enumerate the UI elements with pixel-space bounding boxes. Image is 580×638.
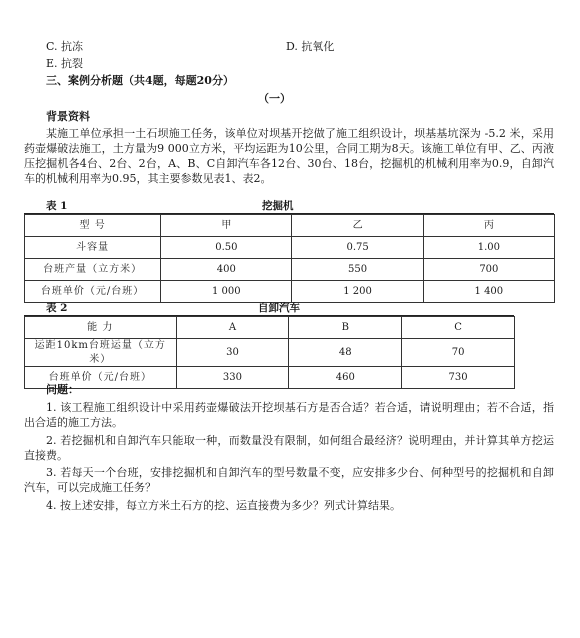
table-header-cell: 型 号 [25, 215, 161, 237]
table-header-cell: C [402, 317, 515, 339]
table-cell: 台班单价（元/台班） [25, 281, 161, 303]
question-3: 3. 若每天一个台班，安排挖掘机和自卸汽车的型号数量不变，应安排多少台、何种型号的挖掘机和自卸汽车，可以完成施工任务？ [24, 466, 554, 495]
table-cell: 330 [176, 367, 289, 389]
question-4: 4. 按上述安排，每立方米土石方的挖、运直接费为多少？列式计算结果。 [46, 499, 401, 513]
table-row [25, 237, 555, 259]
table1-caption-title: 挖掘机 [262, 200, 294, 212]
table-cell: 斗容量 [25, 237, 161, 259]
table2-caption-number: 表 2 [46, 302, 68, 314]
options-row-e [46, 57, 550, 73]
table-header-cell: A [176, 317, 289, 339]
table-cell: 运距10km台班运量（立方米） [25, 339, 177, 367]
table-header-cell: 甲 [161, 215, 292, 237]
table-header-cell: B [289, 317, 402, 339]
table-header-cell: 能 力 [25, 317, 177, 339]
question-2: 2. 若挖掘机和自卸汽车只能取一种，而数量没有限制，如何组合最经济？说明理由，并计算其单方挖运直接费。 [24, 433, 554, 462]
table-cell: 1 200 [292, 281, 423, 303]
table-row [25, 367, 515, 389]
table-cell: 1.00 [423, 237, 554, 259]
table-row [25, 259, 555, 281]
table-cell: 460 [289, 367, 402, 389]
excavator-table [24, 214, 555, 303]
option-c: C. 抗冻 [46, 40, 84, 53]
table-cell: 台班产量（立方米） [25, 259, 161, 281]
questions-heading: 问题： [46, 383, 79, 396]
option-d: D. 抗氧化 [286, 40, 335, 53]
options-row-cd [46, 40, 550, 56]
dump-truck-table [24, 316, 515, 389]
table-cell: 0.50 [161, 237, 292, 259]
background-heading: 背景资料 [46, 110, 90, 123]
table-cell: 730 [402, 367, 515, 389]
question-list [24, 401, 554, 514]
table-cell: 400 [161, 259, 292, 281]
table-header-cell: 丙 [423, 215, 554, 237]
table-cell: 48 [289, 339, 402, 367]
table-cell: 30 [176, 339, 289, 367]
table-row [25, 317, 515, 339]
section-title: 三、案例分析题（共4题，每题20分） [46, 74, 234, 87]
table-cell: 700 [423, 259, 554, 281]
table-header-cell: 乙 [292, 215, 423, 237]
table-cell: 台班单价（元/台班） [25, 367, 177, 389]
table1-caption-number: 表 1 [46, 200, 68, 212]
question-1: 1. 该工程施工组织设计中采用药壶爆破法开挖坝基石方是否合适？若合适，请说明理由；若不合适，指出合适的施工方法。 [24, 401, 554, 429]
table-row [25, 339, 515, 367]
case-number: （一） [258, 92, 291, 105]
table2-caption-title: 自卸汽车 [258, 302, 300, 314]
table-row [25, 281, 555, 303]
background-text [24, 127, 554, 186]
table-cell: 1 400 [423, 281, 554, 303]
table-cell: 70 [402, 339, 515, 367]
table-cell: 1 000 [161, 281, 292, 303]
table-row [25, 215, 555, 237]
option-e: E. 抗裂 [46, 57, 84, 70]
background-paragraph: 某施工单位承担一土石坝施工任务，该单位对坝基开挖做了施工组织设计，坝基基坑深为 -5.2 米，采用药壶爆破法施工，土方量为9 000立方米，平均运距为10公里，合同工期为8天。该施工单位有甲、乙、丙液压挖掘机各4台、2台、2台，A、B、C自卸汽车各12台、30台、18台，挖掘机的机械利用率为0.9，自卸汽车的机械利用率为0.95，其主要参数见表1、表2。 [24, 127, 554, 185]
table-cell: 550 [292, 259, 423, 281]
table-cell: 0.75 [292, 237, 423, 259]
